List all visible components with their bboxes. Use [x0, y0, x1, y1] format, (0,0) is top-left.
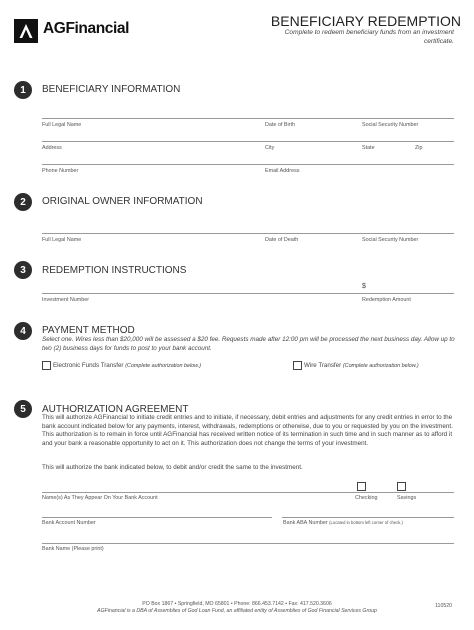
- eft-checkbox[interactable]: [42, 361, 51, 370]
- section-title-redemption: REDEMPTION INSTRUCTIONS: [42, 265, 187, 276]
- section-number-4: 4: [14, 322, 32, 340]
- section-title-original-owner: ORIGINAL OWNER INFORMATION: [42, 196, 203, 207]
- section-title-beneficiary: BENEFICIARY INFORMATION: [42, 84, 181, 95]
- bank-aba-note: (Located in bottom left corner of check.): [329, 520, 403, 525]
- document-title: BENEFICIARY REDEMPTION: [270, 13, 461, 29]
- wire-option-label: [304, 362, 419, 369]
- bank-aba-line[interactable]: [282, 517, 454, 518]
- owner-name-label: Full Legal Name: [42, 237, 82, 243]
- owner-row-line[interactable]: [42, 233, 454, 234]
- savings-label: Savings: [397, 495, 417, 501]
- bank-aba-label: [283, 520, 403, 526]
- bank-account-number-line[interactable]: [42, 517, 272, 518]
- owner-dod-label: Date of Death: [265, 237, 299, 243]
- checking-checkbox[interactable]: [357, 482, 366, 491]
- bank-account-names-line[interactable]: [42, 492, 454, 493]
- beneficiary-state-label: State: [362, 145, 375, 151]
- payment-instructions: Select one. Wires less than $20,000 will be assessed a $20 fee. Requests made after 12:00 pm will be processed the next business day. Allow up to two (2) business days for funds to post to your bank account.: [42, 336, 455, 352]
- beneficiary-city-label: City: [265, 145, 275, 151]
- section-number-2: 2: [14, 193, 32, 211]
- form-code: 110520: [435, 603, 452, 609]
- beneficiary-row3-line[interactable]: [42, 164, 454, 165]
- authorization-paragraph: This will authorize AGFinancial to initiate credit entries and to initiate, if necessary, debit entries and adjustments for any credit entries in error to the bank account indicated below for any payments, interest, withdrawals, redemptions or otherwise, due to you or requested by you on the investment. This authorization is to remain in force until AGFinancial has received written notice of its termination in such time and in such manner as to afford it and your bank a reasonable opportunity to act on it. This authorization does not change the terms of your investment.: [42, 414, 453, 447]
- owner-ssn-label: Social Security Number: [362, 237, 419, 243]
- dollar-sign: $: [362, 283, 366, 290]
- eft-option-label: [53, 362, 201, 369]
- wire-note: (Complete authorization below.): [342, 363, 419, 369]
- investment-number-label: Investment Number: [42, 297, 90, 303]
- beneficiary-address-label: Address: [42, 145, 62, 151]
- authorization-bank-paragraph: This will authorize the bank indicated below, to debit and/or credit the same to the investment.: [42, 464, 303, 471]
- wire-label: Wire Transfer: [304, 362, 342, 369]
- document-subtitle: Complete to redeem beneficiary funds from an investment certificate.: [284, 29, 454, 45]
- section-title-authorization: AUTHORIZATION AGREEMENT: [42, 404, 189, 415]
- beneficiary-zip-label: Zip: [415, 145, 423, 151]
- beneficiary-dob-label: Date of Birth: [265, 122, 295, 128]
- savings-checkbox[interactable]: [397, 482, 406, 491]
- redemption-amount-label: Redemption Amount: [362, 297, 411, 303]
- section-number-1: 1: [14, 81, 32, 99]
- bank-name-line[interactable]: [42, 543, 454, 544]
- footer-contact: PO Box 1867 • Springfield, MO 65801 • Phone: 866.453.7142 • Fax: 417.520.3606: [142, 601, 332, 607]
- bank-name-label: Bank Name (Please print): [42, 546, 104, 552]
- beneficiary-email-label: Email Address: [265, 168, 300, 174]
- section-number-5: 5: [14, 400, 32, 418]
- beneficiary-ssn-label: Social Security Number: [362, 122, 419, 128]
- account-names-label: Name(s) As They Appear On Your Bank Account: [42, 495, 158, 501]
- brand-logo-text: AGFinancial: [43, 20, 130, 37]
- eft-note: (Complete authorization below.): [125, 363, 202, 369]
- wire-checkbox[interactable]: [293, 361, 302, 370]
- logo-mark-icon: [14, 19, 38, 43]
- eft-label: Electronic Funds Transfer: [53, 362, 124, 369]
- checking-label: Checking: [355, 495, 378, 501]
- section-title-payment-method: PAYMENT METHOD: [42, 325, 135, 336]
- bank-account-number-label: Bank Account Number: [42, 520, 96, 526]
- footer-legal: AGFinancial is a DBA of Assemblies of God Loan Fund, an affiliated entity of Assemblies of God Financial Services Group: [97, 608, 377, 614]
- beneficiary-phone-label: Phone Number: [42, 168, 79, 174]
- section-number-3: 3: [14, 261, 32, 279]
- beneficiary-name-label: Full Legal Name: [42, 122, 82, 128]
- beneficiary-row1-line[interactable]: [42, 118, 454, 119]
- redemption-row-line[interactable]: [42, 293, 454, 294]
- beneficiary-row2-line[interactable]: [42, 141, 454, 142]
- bank-aba-text: Bank ABA Number: [283, 520, 328, 526]
